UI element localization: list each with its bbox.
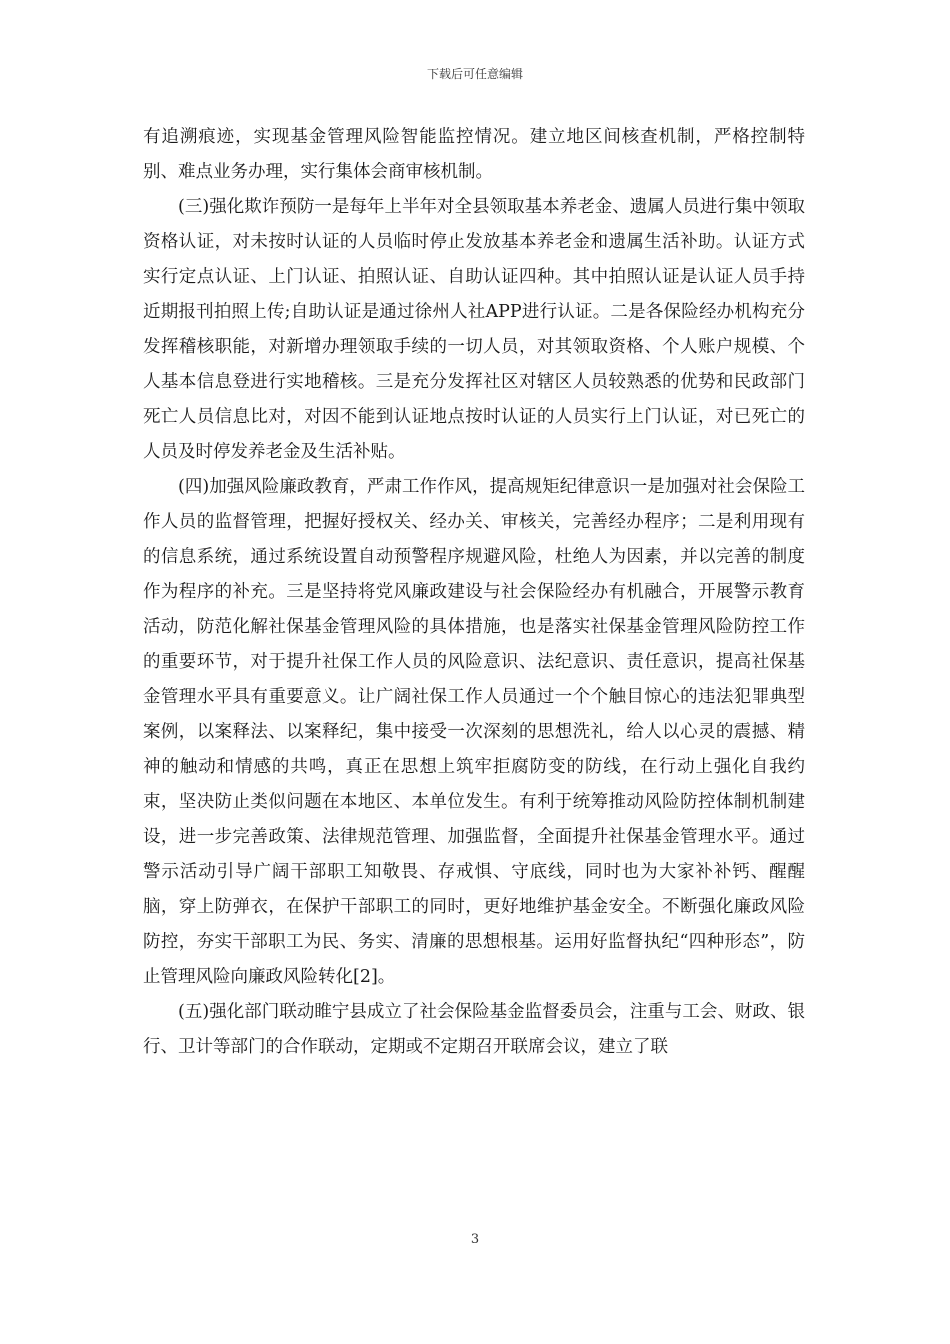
page-number: 3 [470,1232,480,1247]
page-header: 下载后可任意编辑 [426,67,523,81]
paragraph-continuation: 有追溯痕迹，实现基金管理风险智能监控情况。建立地区间核查机制，严格控制特别、难点业务办理，实行集体会商审核机制。 [143,127,805,182]
paragraph-department-coordination: (五)强化部门联动睢宁县成立了社会保险基金监督委员会，注重与工会、财政、银行、卫计等部门的合作联动，定期或不定期召开联席会议，建立了联 [143,1002,805,1057]
paragraph-fraud-prevention: (三)强化欺诈预防一是每年上半年对全县领取基本养老金、遗属人员进行集中领取资格认证，对未按时认证的人员临时停止发放基本养老金和遗属生活补助。认证方式实行定点认证、上门认证、拍照认证、自助认证四种。其中拍照认证是认证人员手持近期报刊拍照上传;自助认证是通过徐州人社APP进行认证。二是各保险经办机构充分发挥稽核职能，对新增办理领取手续的一切人员，对其领取资格、个人账户规模、个人基本信息登进行实地稽核。三是充分发挥社区对辖区人员较熟悉的优势和民政部门死亡人员信息比对，对因不能到认证地点按时认证的人员实行上门认证，对已死亡的人员及时停发养老金及生活补贴。 [143,197,805,462]
paragraph-integrity-education: (四)加强风险廉政教育，严肃工作作风，提高规矩纪律意识一是加强对社会保险工作人员的监督管理，把握好授权关、经办关、审核关，完善经办程序；二是利用现有的信息系统，通过系统设置自动预警程序规避风险，杜绝人为因素，并以完善的制度作为程序的补充。三是坚持将党风廉政建设与社会保险经办有机融合，开展警示教育活动，防范化解社保基金管理风险的具体措施，也是落实社保基金管理风险防控工作的重要环节，对于提升社保工作人员的风险意识、法纪意识、责任意识，提高社保基金管理水平具有重要意义。让广阔社保工作人员通过一个个触目惊心的违法犯罪典型案例，以案释法、以案释纪，集中接受一次深刻的思想洗礼，给人以心灵的震撼、精神的触动和情感的共鸣，真正在思想上筑牢拒腐防变的防线，在行动上强化自我约束，坚决防止类似问题在本地区、本单位发生。有利于统筹推动风险防控体制机制建设，进一步完善政策、法律规范管理、加强监督，全面提升社保基金管理水平。通过警示活动引导广阔干部职工知敬畏、存戒惧、守底线，同时也为大家补补钙、醒醒脑，穿上防弹衣，在保护干部职工的同时，更好地维护基金安全。不断强化廉政风险防控，夯实干部职工为民、务实、清廉的思想根基。运用好监督执纪“四种形态”，防止管理风险向廉政风险转化[2]。 [143,477,805,987]
document-body [143,120,805,1065]
